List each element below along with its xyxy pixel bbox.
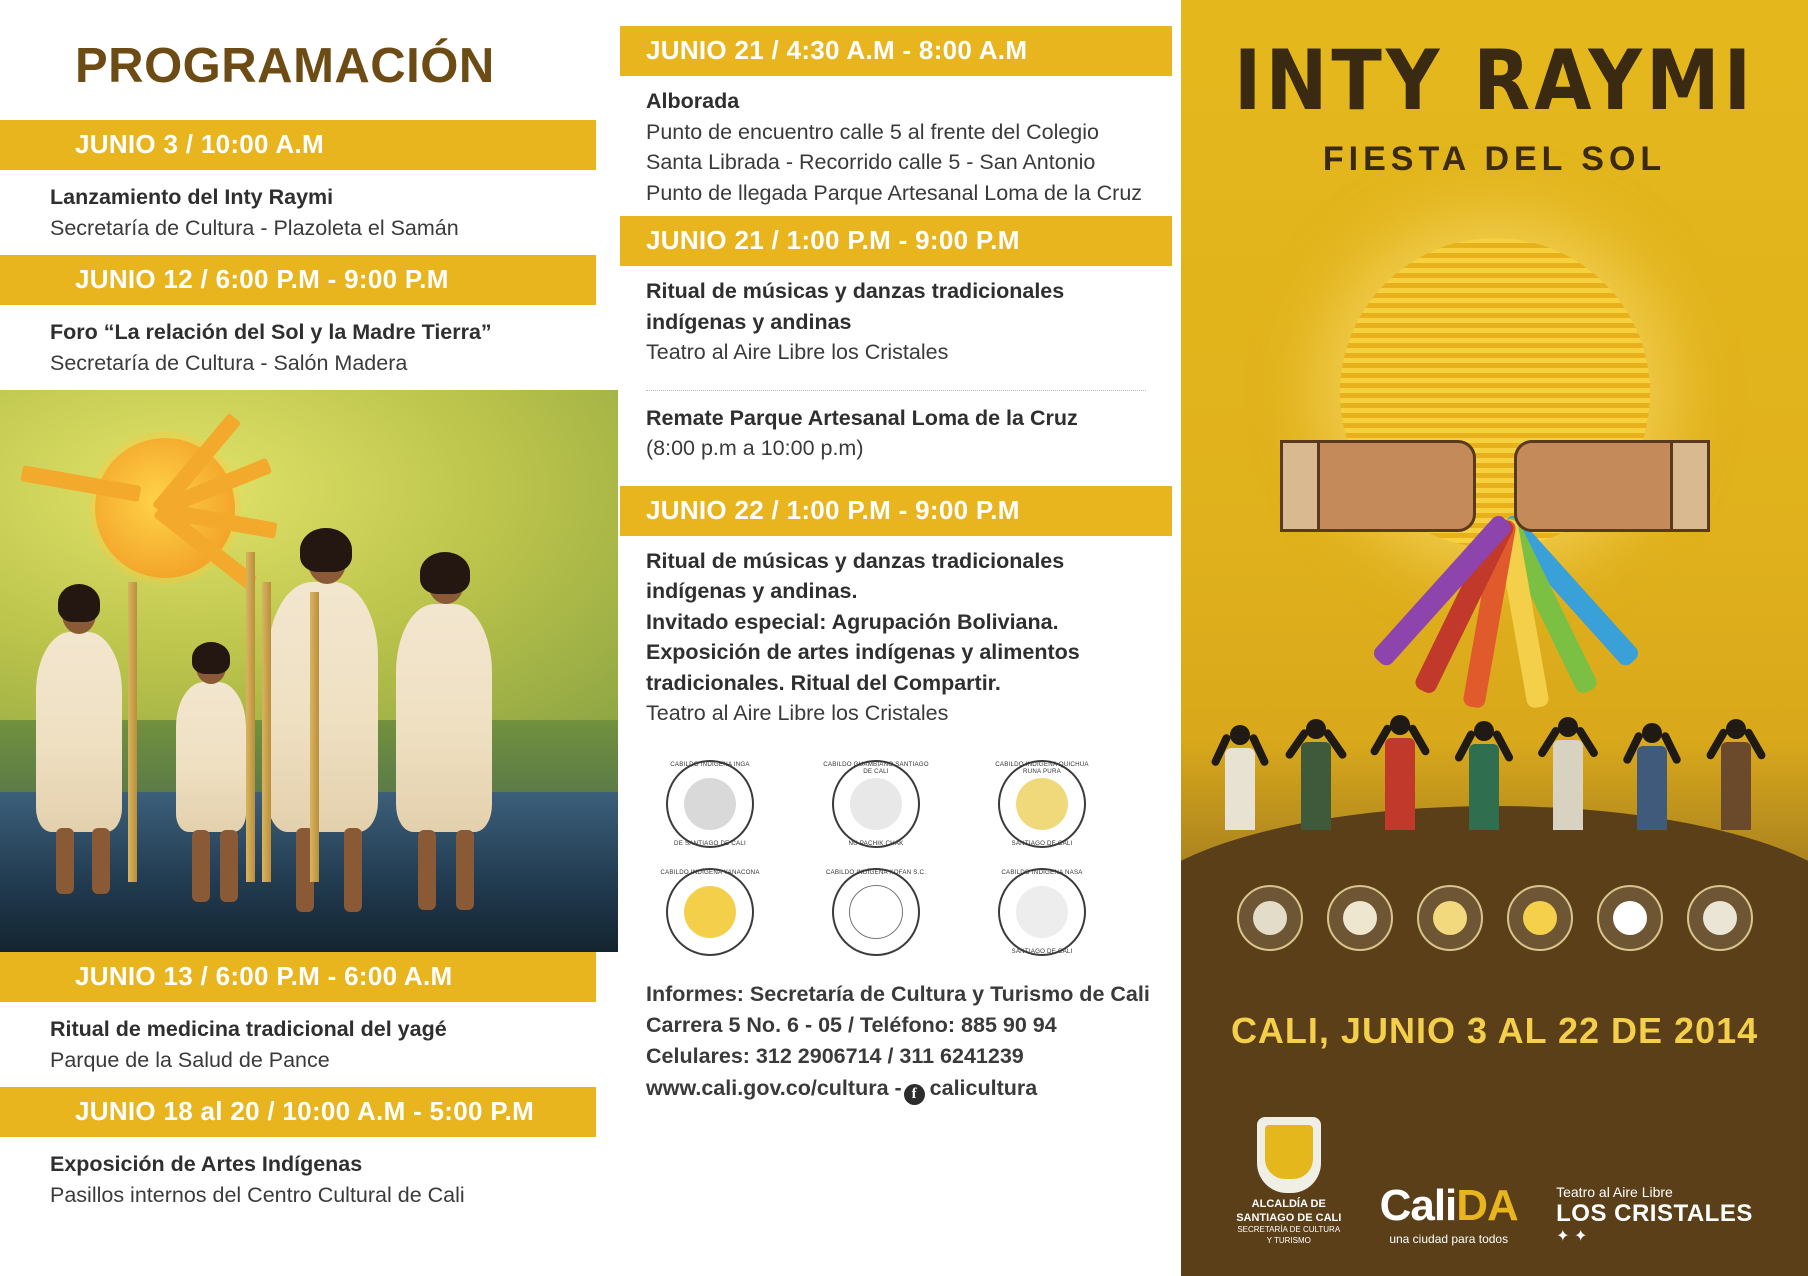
dancer-figure <box>396 604 492 832</box>
dancer-figure <box>268 582 378 832</box>
logo-cabildo-indigena-inga <box>656 759 764 849</box>
schedule-band-junio-22: JUNIO 22 / 1:00 P.M - 9:00 P.M <box>620 486 1172 536</box>
ceremonial-staff <box>128 582 137 882</box>
logo-cabildo-kofan-small <box>1597 885 1663 951</box>
crowd-person <box>1721 719 1751 830</box>
contact-line: Celulares: 312 2906714 / 311 6241239 <box>646 1044 1024 1069</box>
event-venue: Teatro al Aire Libre los Cristales <box>646 340 949 365</box>
logo-emblem-icon <box>1523 901 1557 935</box>
teatro-line-1: Teatro al Aire Libre <box>1556 1183 1673 1200</box>
logo-emblem-icon <box>1613 901 1647 935</box>
dancer-leg <box>456 830 474 910</box>
dancer-leg <box>220 830 238 902</box>
crowd-person <box>1225 725 1255 830</box>
dancer-leg <box>56 828 74 894</box>
crowd-person <box>1385 715 1415 830</box>
schedule-band-junio-21-ritual: JUNIO 21 / 1:00 P.M - 9:00 P.M <box>620 216 1172 266</box>
dancer-leg <box>92 828 110 894</box>
crowd-person <box>1469 721 1499 830</box>
logo-caption-top: CABILDO INDÍGENA QUICHUA RUNA PURA <box>995 760 1089 775</box>
schedule-body-junio-18-20 <box>0 1137 618 1222</box>
crowd-person-body <box>1637 746 1667 830</box>
crowd-person-body <box>1469 744 1499 830</box>
logo-cabildo-guambiano <box>822 759 930 849</box>
logo-cabildo-indigena-inga-small <box>1237 885 1303 951</box>
alcaldia-line-2: SANTIAGO DE CALI <box>1236 1211 1342 1224</box>
schedule-extra-remate <box>620 403 1181 472</box>
dancer-hair <box>420 552 470 594</box>
event-title-line: Invitado especial: Agrupación Boliviana. <box>646 609 1059 634</box>
event-venue: Secretaría de Cultura - Salón Madera <box>50 350 408 375</box>
left-column <box>0 0 618 1276</box>
right-cuff <box>1670 440 1710 532</box>
event-time: (8:00 p.m a 10:00 p.m) <box>646 436 864 461</box>
event-title-line: Ritual de músicas y danzas tradicionales <box>646 548 1065 573</box>
logo-alcaldia-santiago-de-cali <box>1236 1117 1341 1246</box>
dancer-leg <box>192 830 210 902</box>
event-title: Foro “La relación del Sol y la Madre Tierra” <box>50 320 492 345</box>
schedule-body-junio-22 <box>620 536 1181 737</box>
schedule-body-junio-21-alborada <box>620 76 1181 216</box>
dancers-photo <box>0 390 618 952</box>
crowd-person-head <box>1642 723 1662 743</box>
schedule-body-junio-13 <box>0 1002 618 1087</box>
facebook-handle[interactable]: calicultura <box>929 1075 1038 1100</box>
logo-cabildo-guambiano-small <box>1327 885 1393 951</box>
divider <box>646 390 1146 391</box>
crowd-person-head <box>1306 719 1326 739</box>
schedule-body-junio-21-ritual <box>620 266 1181 376</box>
crowd-person-head <box>1726 719 1746 739</box>
crowd-person-head <box>1390 715 1410 735</box>
contact-info <box>620 957 1181 1105</box>
logo-calida <box>1379 1181 1518 1246</box>
page-title: PROGRAMACIÓN <box>75 39 495 93</box>
dancer-leg <box>418 830 436 910</box>
calida-part-b: DA <box>1456 1181 1518 1230</box>
schedule-band-junio-12: JUNIO 12 / 6:00 P.M - 9:00 P.M <box>0 255 596 305</box>
logo-cabildo-nasa-small <box>1687 885 1753 951</box>
event-title: Ritual de medicina tradicional del yagé <box>50 1017 447 1042</box>
right-panel <box>1181 0 1808 1276</box>
schedule-band-junio-21-alborada: JUNIO 21 / 4:30 A.M - 8:00 A.M <box>620 26 1172 76</box>
event-title-line: indígenas y andinas <box>646 309 852 334</box>
brand-lockup <box>1181 32 1808 179</box>
crowd-person-body <box>1225 748 1255 830</box>
logo-caption-bottom: DE SANTIAGO DE CALI <box>674 839 746 847</box>
logo-emblem-icon <box>1016 778 1068 830</box>
right-cabildo-logos <box>1181 885 1808 951</box>
logo-ring <box>998 868 1086 956</box>
shield-inner <box>1265 1125 1313 1179</box>
contact-line: Carrera 5 No. 6 - 05 / Teléfono: 885 90 94 <box>646 1013 1057 1038</box>
crowd-person <box>1301 719 1331 830</box>
event-title-line: tradicionales. Ritual del Compartir. <box>646 670 1001 695</box>
alcaldia-line-1: ALCALDÍA DE <box>1251 1197 1326 1210</box>
footer-logos <box>1181 1117 1808 1246</box>
event-title: Alborada <box>646 89 740 113</box>
event-venue: Secretaría de Cultura - Plazoleta el Samán <box>50 215 459 240</box>
logo-emblem-icon <box>684 886 736 938</box>
logo-cabildo-yanacona-small <box>1507 885 1573 951</box>
logo-caption-top: CABILDO GUAMBIANO SANTIAGO DE CALI <box>823 760 929 775</box>
event-title-line: indígenas y andinas. <box>646 579 858 604</box>
logo-emblem-icon <box>1016 886 1068 938</box>
logo-cabildo-yanacona <box>656 867 764 957</box>
logo-caption-top: CABILDO INDÍGENA INGA <box>670 760 750 768</box>
schedule-body-junio-3 <box>0 170 618 255</box>
ceremonial-staff <box>246 552 255 882</box>
event-title: Lanzamiento del Inty Raymi <box>50 185 334 209</box>
calida-part-a: Cali <box>1379 1181 1457 1230</box>
calida-tagline: una ciudad para todos <box>1389 1232 1509 1246</box>
event-title: Remate Parque Artesanal Loma de la Cruz <box>646 405 1078 430</box>
schedule-band-junio-18-20: JUNIO 18 al 20 / 10:00 A.M - 5:00 P.M <box>0 1087 596 1137</box>
logo-emblem-icon <box>849 885 903 939</box>
crowd-person-body <box>1721 742 1751 830</box>
brand-subtitle: FIESTA DEL SOL <box>1322 140 1667 178</box>
event-title: Exposición de Artes Indígenas <box>50 1152 363 1177</box>
logo-ring <box>832 868 920 956</box>
website-link[interactable]: www.cali.gov.co/cultura - <box>646 1075 902 1100</box>
ceremonial-staff <box>310 592 319 882</box>
crowd-person-head <box>1474 721 1494 741</box>
star-icon: ✦ ✦ <box>1556 1227 1588 1245</box>
dancer-hair <box>300 528 352 572</box>
teatro-line-2: LOS CRISTALES <box>1556 1200 1753 1228</box>
logo-emblem-icon <box>684 778 736 830</box>
crowd-illustration <box>1215 700 1774 830</box>
event-venue: Parque de la Salud de Pance <box>50 1047 330 1072</box>
event-title-line: Exposición de artes indígenas y alimentos <box>646 640 1080 665</box>
schedule-body-junio-12 <box>0 305 618 390</box>
dancer-hair <box>192 642 230 674</box>
logo-caption-top: CABILDO INDÍGENA NASA <box>1001 868 1083 876</box>
logo-emblem-icon <box>850 778 902 830</box>
logo-cabildo-quichua-runa-pura <box>988 759 1096 849</box>
logo-caption-bottom: SANTIAGO DE CALI <box>1011 947 1073 955</box>
event-venue: Teatro al Aire Libre los Cristales <box>646 701 949 726</box>
logo-cabildo-nasa <box>988 867 1096 957</box>
facebook-icon[interactable]: f <box>904 1084 925 1105</box>
ceremonial-staff <box>262 582 271 882</box>
logo-caption-bottom: SANTIAGO DE CALI <box>1011 839 1073 847</box>
dancer-leg <box>344 828 362 912</box>
logo-caption-top: CABILDO INDÍGENA KOFAN S.C. <box>825 868 927 876</box>
logo-emblem-icon <box>1343 901 1377 935</box>
crowd-person-body <box>1385 738 1415 830</box>
hands-illustration <box>1280 430 1710 550</box>
crowd-person-body <box>1301 742 1331 830</box>
shield-icon <box>1257 1117 1321 1193</box>
event-title-line: Ritual de músicas y danzas tradicionales <box>646 279 1065 304</box>
dancer-figure <box>36 632 122 832</box>
event-detail-line: Punto de encuentro calle 5 al frente del Colegio <box>646 119 1100 144</box>
left-cuff <box>1280 440 1320 532</box>
calida-wordmark <box>1379 1181 1518 1230</box>
event-detail-line: Santa Librada - Recorrido calle 5 - San Antonio <box>646 150 1096 175</box>
contact-line: Informes: Secretaría de Cultura y Turismo de Cali <box>646 981 1150 1006</box>
dancer-figure-child <box>176 682 246 832</box>
crowd-person-head <box>1230 725 1250 745</box>
logo-ring <box>666 760 754 848</box>
logo-caption-bottom: NU PACHIK CHAK <box>848 839 904 847</box>
contact-web-row <box>646 1073 1171 1105</box>
alcaldia-caption <box>1236 1197 1341 1246</box>
cabildo-logos <box>620 737 1176 957</box>
logo-ring <box>666 868 754 956</box>
brand-title: INTY RAYMI <box>1233 32 1756 130</box>
logo-cabildo-kofan <box>822 867 930 957</box>
logo-caption-top: CABILDO INDÍGENA YANACONA <box>660 868 760 876</box>
crowd-person-head <box>1558 717 1578 737</box>
event-dates: CALI, JUNIO 3 AL 22 DE 2014 <box>1230 1010 1759 1051</box>
logo-emblem-icon <box>1703 901 1737 935</box>
event-venue: Pasillos internos del Centro Cultural de Cali <box>50 1182 465 1207</box>
logo-teatro-los-cristales <box>1556 1184 1753 1246</box>
logo-emblem-icon <box>1253 901 1287 935</box>
schedule-band-junio-13: JUNIO 13 / 6:00 P.M - 6:00 A.M <box>0 952 596 1002</box>
logo-cabildo-quichua-small <box>1417 885 1483 951</box>
alcaldia-line-3: SECRETARÍA DE CULTURA <box>1237 1225 1341 1235</box>
dancer-hair <box>58 584 100 622</box>
crowd-person-body <box>1553 740 1583 830</box>
alcaldia-line-4: Y TURISMO <box>1266 1235 1311 1245</box>
event-detail-line: Punto de llegada Parque Artesanal Loma de la Cruz <box>646 180 1143 205</box>
logo-emblem-icon <box>1433 901 1467 935</box>
crowd-person <box>1637 723 1667 830</box>
middle-column <box>618 0 1181 1276</box>
schedule-band-junio-3: JUNIO 3 / 10:00 A.M <box>0 120 596 170</box>
crowd-person <box>1553 717 1583 830</box>
